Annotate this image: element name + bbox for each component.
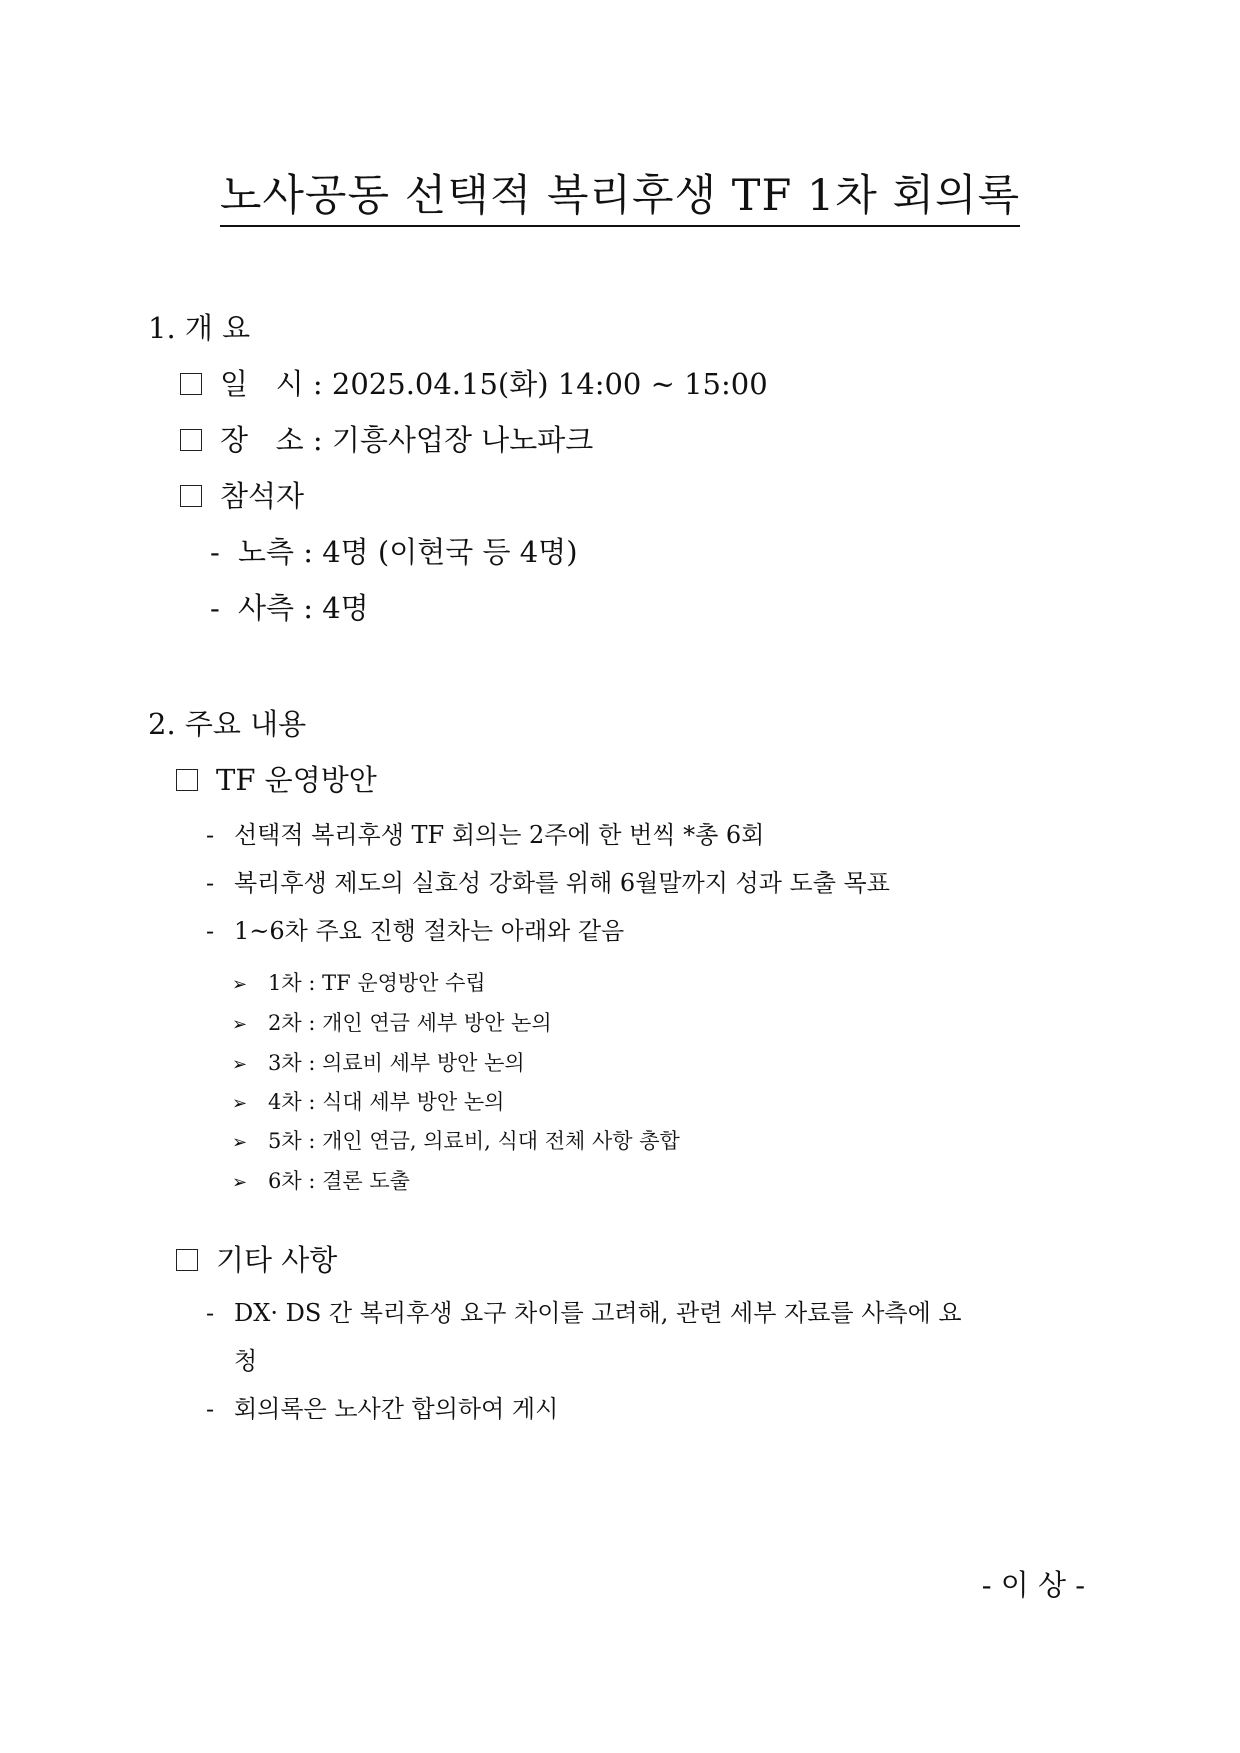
arrow-bullet-icon: ➢: [232, 1132, 248, 1153]
dash-icon: -: [210, 591, 220, 625]
step-item: ➢ 6차 : 결론 도출: [232, 1166, 410, 1198]
step-item: ➢ 1차 : TF 운영방안 수립: [232, 968, 486, 1000]
bullet-item: - 복리후생 제도의 실효성 강화를 위해 6월말까지 성과 도출 목표: [206, 866, 890, 900]
bullet-item: - 선택적 복리후생 TF 회의는 2주에 한 번씩 *총 6회: [206, 818, 764, 852]
bullet-item: - 회의록은 노사간 합의하여 게시: [206, 1392, 558, 1426]
bullet-item: - DX· DS 간 복리후생 요구 차이를 고려해, 관련 세부 자료를 사측에 요: [206, 1296, 962, 1330]
dash-icon: -: [206, 1299, 215, 1327]
checkbox-square-icon: [176, 769, 198, 791]
arrow-bullet-icon: ➢: [232, 974, 248, 995]
section-1-heading: 1. 개 요: [148, 311, 251, 345]
step-item: ➢ 4차 : 식대 세부 방안 논의: [232, 1087, 504, 1119]
checkbox-square-icon: [180, 429, 202, 451]
section-2-heading: 2. 주요 내용: [148, 707, 307, 741]
arrow-bullet-icon: ➢: [232, 1172, 248, 1193]
step-item: ➢ 3차 : 의료비 세부 방안 논의: [232, 1048, 525, 1080]
attendee-union: - 노측 : 4명 (이현국 등 4명): [210, 532, 578, 572]
checkbox-square-icon: [180, 485, 202, 507]
step-item: ➢ 5차 : 개인 연금, 의료비, 식대 전체 사항 총합: [232, 1126, 680, 1158]
dash-icon: -: [206, 1395, 215, 1423]
dash-icon: -: [206, 821, 215, 849]
dash-icon: -: [210, 535, 220, 569]
step-item: ➢ 2차 : 개인 연금 세부 방안 논의: [232, 1008, 552, 1040]
checkbox-square-icon: [176, 1249, 198, 1271]
subsection-other: 기타 사항: [176, 1240, 337, 1280]
dash-icon: -: [206, 917, 215, 945]
arrow-bullet-icon: ➢: [232, 1014, 248, 1035]
attendee-company: - 사측 : 4명: [210, 588, 369, 628]
closing-mark: - 이 상 -: [981, 1568, 1085, 1602]
bullet-item: - 1~6차 주요 진행 절차는 아래와 같음: [206, 914, 624, 948]
overview-item-attendees: 참석자: [180, 476, 304, 516]
arrow-bullet-icon: ➢: [232, 1093, 248, 1114]
document-title: 노사공동 선택적 복리후생 TF 1차 회의록: [0, 168, 1240, 224]
overview-item-datetime: 일 시 : 2025.04.15(화) 14:00 ~ 15:00: [180, 364, 768, 404]
checkbox-square-icon: [180, 373, 202, 395]
overview-item-location: 장 소 : 기흥사업장 나노파크: [180, 420, 593, 460]
bullet-continuation: 청: [234, 1347, 258, 1375]
dash-icon: -: [206, 869, 215, 897]
subsection-tf-operation: TF 운영방안: [176, 760, 377, 800]
arrow-bullet-icon: ➢: [232, 1054, 248, 1075]
